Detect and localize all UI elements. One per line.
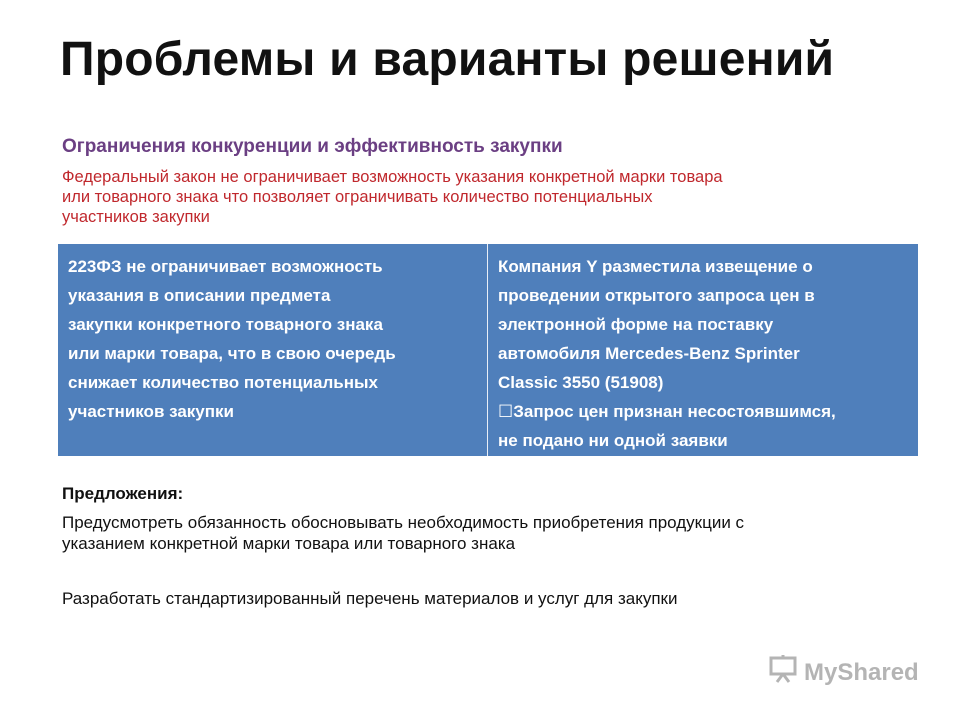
- slide-subtitle: Ограничения конкуренции и эффективность закупки: [62, 136, 563, 157]
- red-note-line: или товарного знака что позволяет ограничивать количество потенциальных: [62, 188, 653, 206]
- cell-line: электронной форме на поставку: [498, 315, 774, 334]
- proposal-item: Разработать стандартизированный перечень материалов и услуг для закупки: [62, 589, 678, 608]
- cell-line: Classic 3550 (51908): [498, 373, 664, 392]
- cell-line: ☐Запрос цен признан несостоявшимся,: [498, 402, 836, 421]
- red-note-line: участников закупки: [62, 208, 210, 226]
- proposal-line: указанием конкретной марки товара или товарного знака: [62, 534, 516, 553]
- cell-line: снижает количество потенциальных: [68, 373, 379, 392]
- proposal-item: [62, 512, 922, 554]
- cell-line: указания в описании предмета: [68, 286, 331, 305]
- cell-line: закупки конкретного товарного знака: [68, 315, 383, 334]
- table-cell-law: [58, 244, 488, 456]
- red-note-line: Федеральный закон не ограничивает возможность указания конкретной марки товара: [62, 168, 723, 186]
- presentation-board-icon: [768, 654, 798, 691]
- comparison-table: [58, 244, 918, 456]
- cell-line: 223ФЗ не ограничивает возможность: [68, 257, 383, 276]
- proposal-line: Предусмотреть обязанность обосновывать необходимость приобретения продукции с: [62, 513, 745, 532]
- red-note: [62, 167, 912, 227]
- slide-title: Проблемы и варианты решений: [60, 33, 835, 86]
- cell-line: Компания Y разместила извещение о: [498, 257, 813, 276]
- watermark: [768, 654, 919, 691]
- cell-line: участников закупки: [68, 402, 234, 421]
- cell-line: не подано ни одной заявки: [498, 431, 728, 450]
- table-cell-example: [488, 244, 918, 456]
- watermark-text: MyShared: [804, 658, 919, 686]
- proposals-heading: Предложения:: [62, 484, 184, 503]
- cell-line: проведении открытого запроса цен в: [498, 286, 815, 305]
- cell-line: или марки товара, что в свою очередь: [68, 344, 396, 363]
- cell-line: автомобиля Mercedes-Benz Sprinter: [498, 344, 800, 363]
